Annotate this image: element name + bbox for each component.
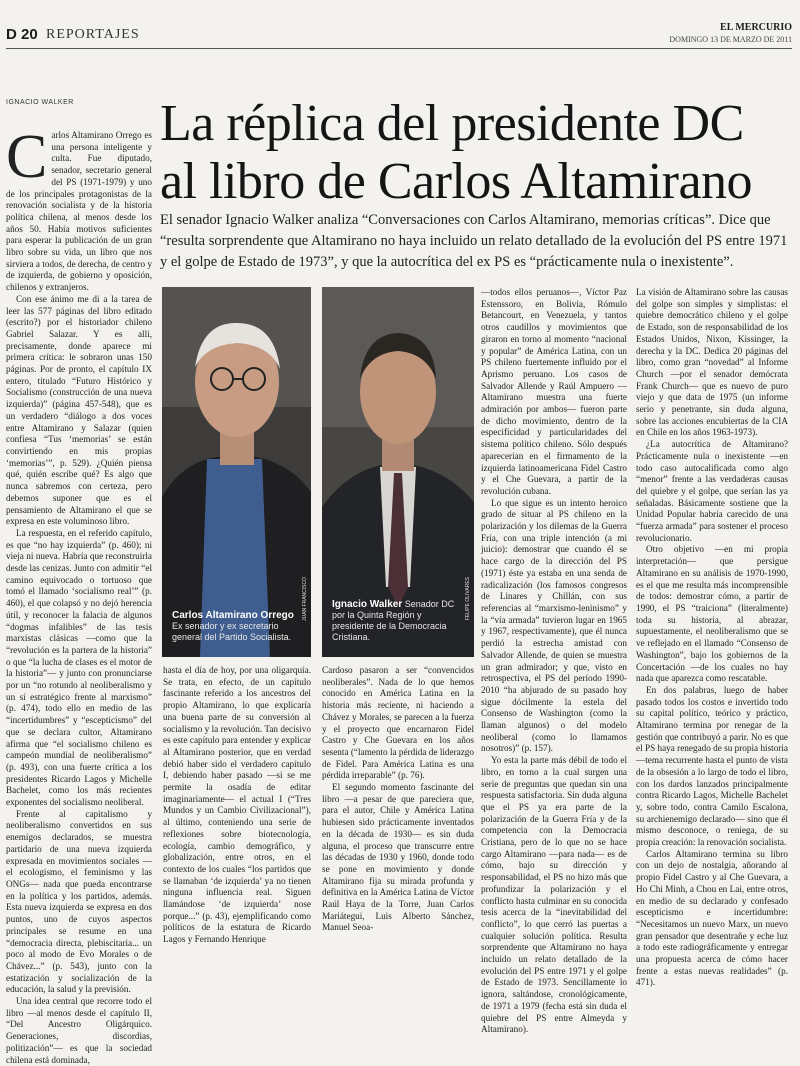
standfirst-text: El senador Ignacio Walker analiza “Conversaciones con Carlos Altamirano, memorias críticas”. Dice que “resulta sorprendente que Altamirano no haya incluido un relato detallado de la evolución del PS entre 1971 y el golpe de Estado de 1973”, y que la autocrítica del ex PS es “prácticamente nula o inexistente”. xyxy=(160,212,788,270)
caption-name: Ignacio Walker xyxy=(332,599,403,610)
author-tag: IGNACIO WALKER xyxy=(6,99,74,106)
headline-line-1: La réplica del presidente DC xyxy=(160,95,744,152)
masthead: EL MERCURIO xyxy=(720,22,792,33)
paragraph: Con ese ánimo me di a la tarea de leer las 577 páginas del libro editado (escrito?) por el historiador chileno Gabriel Salazar. Y es allí, precisamente, donde aparece mi primera crítica: le sobraron unas 150 páginas. Por de pronto, el capítulo IX entero, titulado “Futuro Histórico y Socialismo (construcción de una nueva izquierda)” (página 457-548), que es un verdadero “diálogo a dos voces entre Altamirano y Salazar (quien confiesa “Tus ‘memorias’ se están convirtiendo en mis propias ‘memorias’”, p. 529). ¿Quién piensa qué, quién escribe qué? Es algo que nunca sabremos con certeza, pero debemos suponer que es el pensamiento de Altamirano el que se expresa en este voluminoso libro. xyxy=(6,293,152,527)
article-column-2 xyxy=(163,665,311,945)
paragraph: Frente al capitalismo y neoliberalismo convertidos en sus enemigos declarados, se muestra partidario de una nueva izquierda expresada en movimientos sociales —el ecologismo, el feminismo y las ONGs— nada que pueda encontrarse en la política y los partidos, además. Esta nueva izquierda se expresa en dos puntos, uno de cuyos aspectos principales se resume en una “democracia directa, plebiscitaria... un poco al modo de Evo Morales o de Chávez...” (p. 543), junto con la estatización y socialización de la educación, la salud y la previsión. xyxy=(6,808,152,995)
paragraph: arlos Altamirano Orrego es una persona inteligente y culta. Fue diputado, senador, secretario general del PS (1971-1979) y uno de los principales protagonistas de la renovación socialista y de la historia política chilena, al menos desde los años 50. Había motivos suficientes para esperar la publicación de un gran libro sobre su vida, un libro que nos sirviera a todos, de derecha, de centro y de izquierda, de gobierno y oposición, chilenos y extranjeros. xyxy=(6,130,152,293)
headline-line-2: al libro de Carlos Altamirano xyxy=(160,153,753,210)
paragraph: Lo que sigue es un intento heroico grado de situar al PS chileno en la polarización y los dilemas de la Guerra Fría, con una triple intención (a mi juicio): demostrar que cuando él se hace cargo de la dirección del PS (1971) éste ya estaba en una senda de radicalización (los famosos congresos de Linares y Chillán, con sus referencias al “marxismo-leninismo” y la “vía armada” tuvieron lugar en 1965 y 1967, respectivamente), que él nunca perdió la estrecha amistad con Salvador Allende, de quien se muestra un gran admirador; y que, visto en retrospectiva, el PS del período 1990-2010 “ha abjurado de su pasado hoy sigue dócilmente la estela del Consenso de Washington (como la llaman algunos) o del modelo neoliberal (como lo llamamos nosotros)” (p. 157). xyxy=(481,497,627,754)
paragraph: La respuesta, en el referido capítulo, es que “no hay izquierda” (p. 460); ni vieja ni nueva. Habría que reconstruirla desde las cenizas. Junto con admitir “el camino equivocado o tortuoso que tomó el llamado ‘socialismo real’” (p. 460), el que colapsó y no dejó herencia útil, y reconocer la falacia de algunos “dogmas infalibles” de las tesis marxistas clásicas —como que la “revolución es la partera de la historia” o que “la lucha de clases es el motor de la historia”— y junto con pronunciarse por un “no rotundo al neoliberalismo y un sí estratégico frente al marxismo” (p. 474), todo ello en medio de las “incertidumbres” y “escepticismo” del que se declara cultor, Altamirano afirma que “el socialismo chileno es campeón mundial de neoliberalismo” (p. 493), con una fuerte crítica a los presidentes Ricardo Lagos y Michelle Bachelet, como los más recientes exponentes del socialismo neoliberal. xyxy=(6,527,152,808)
paragraph: La visión de Altamirano sobre las causas del golpe son simples y simplistas: el quiebre democrático chileno y el golpe de Estado, son de responsabilidad de los Estados Unidos, Nixon, Kissinger, la derecha y la DC. Dedica 20 páginas del libro, como gran “novedad” al Informe Church —por el senador demócrata Frank Church— que es nuevo de puro viejo y que data de 1975 (un informe serio y penetrante, sin duda alguna, sobre las acciones encubiertas de la CIA en Chile en los años 1963-1973). xyxy=(636,287,788,438)
caption-name: Carlos Altamirano Orrego xyxy=(172,610,294,621)
article-column-1 xyxy=(6,123,152,1065)
paragraph: Otro objetivo —en mi propia interpretación— que persigue Altamirano en su análisis de 1970-1990, es el que me resulta más incomprensible de todos: demostrar cómo, a partir de 1990, el PS “traiciona” (literalmente) toda su historia, al abrazar, supuestamente, el neoliberalismo que se ve reflejado en el llamado “Consenso de Washington”, bajo los gobiernos de la Concertación —de los cuales no hay nada que aparezca como rescatable. xyxy=(636,544,788,684)
section-name: REPORTAJES xyxy=(46,27,140,42)
standfirst xyxy=(160,210,792,273)
dateline: DOMINGO 13 DE MARZO DE 2011 xyxy=(669,35,792,44)
photo-carlos-altamirano xyxy=(162,287,311,657)
photo-caption xyxy=(172,610,303,643)
portrait-altamirano-illustration xyxy=(162,287,311,657)
article-column-4 xyxy=(481,287,627,1035)
paragraph: Una idea central que recorre todo el libro —al menos desde el capítulo II, “Del Ancestro Oligárquico. Generaciones, discordias, politización”— es que la sociedad chilena está dominada, xyxy=(6,996,152,1065)
paragraph: En dos palabras, luego de haber pasado todos los costos e invertido todo su capital político, teórico y práctico, Altamirano termina por renegar de la gestión que contribuyó a parir. No es que el PS haya renegado de su propia historia —tema recurrente hasta el punto de vista de la obsesión a lo largo de todo el libro, con los dardos lanzados principalmente contra Ricardo Lagos, Michelle Bachelet y, sobre todo, contra Camilo Escalona, su archienemigo declarado— sino que él mismo desconoce, o reniega, de su propia creación: la renovación socialista. xyxy=(636,684,788,848)
article-column-3 xyxy=(322,665,474,933)
photo-ignacio-walker xyxy=(322,287,474,657)
drop-cap: C xyxy=(6,123,48,191)
article-column-5 xyxy=(636,287,788,988)
photo-credit: FELIPE OLIVARES xyxy=(465,577,471,621)
paragraph: Carlos Altamirano termina su libro con un dejo de nostalgia, añorando al propio Fidel Castro y al Che Guevara, a Ho Chi Minh, a Chou en Lai, entre otros, en medio de su declarado y confesado escepticismo e incertidumbre: “Necesitamos un nuevo Marx, un nuevo gran pensador que desentrañe y eche luz a todo este radiográficamente y entregar una propuesta acerca de cómo hacer frente a estas nuevas realidades” (p. 471). xyxy=(636,848,788,988)
page-number: D 20 xyxy=(6,26,38,43)
headline xyxy=(160,95,792,211)
caption-text: Senador DC por la Quinta Región y presidente de la Democracia Cristiana. xyxy=(332,599,455,642)
page-header xyxy=(6,22,792,49)
paragraph: Yo esta la parte más débil de todo el libro, en torno a la cual surgen una serie de preguntas que quedan sin una respuesta satisfactoria. Sin duda alguna que el PS ya era parte de la polarización de la Guerra Fría y de la competencia con la Democracia Cristiana, pero de lo que no se hace cargo Altamirano —para nada— es de cómo, bajo su dirección y responsabilidad, el PS no hizo más que profundizar la polarización y el conflicto hasta culminar en su conocida tesis acerca de la “inevitabilidad del conflicto”, lo que cerró las puertas a cualquier solución política. Resulta sorprendente que Altamirano no haya incluido un relato detallado de la evolución del PS entre 1971 y el golpe de Estado de 1973. Sencillamente lo ignora, saltándose, cronológicamente, de 1971 a 1979 (fecha está sin duda el quiebre del PS entre Almeyda y Altamirano). xyxy=(481,755,627,1035)
paragraph: hasta el día de hoy, por una oligarquía. Se trata, en efecto, de un capítulo fascinante referido a los ancestros del propio Altamirano, lo que explicaría una buena parte de su conversión al socialismo y la revolución. Tan decisivo es este capítulo para entender y explicar al Altamirano posterior, que en verdad debió haber sido el verdadero capítulo I, debiendo haber pasado —si se me permite la osadía de editar imaginariamente— el actual I (“Tres Mundos y un Cambio Civilizacional”), al último, conteniendo una serie de reflexiones sobre biotecnología, ecología, cambio demográfico, y globalización, entre otros, en el contexto de los cuales “los partidos que se llamaban ‘de izquierda’ ya no tienen ninguna influencia real. Siguen llamándose ‘de izquierda’ nose porque...” (p. 43), ejemplificando como políticos de la estatura de Ricardo Lagos y Fernando Henrique xyxy=(163,665,311,945)
caption-text: Ex senador y ex secretario general del Partido Socialista. xyxy=(172,621,292,642)
paragraph: Cardoso pasaron a ser “convencidos neoliberales”. Nada de lo que hemos conocido en América Latina en la historia más reciente, ni haciendo a Chávez y Morales, se parecen a la fuerza y el proyecto que encarnaron Fidel Castro y Che Guevara en los años sesenta (“lamento la pérdida de liderazgo de Fidel. Para América Latina es una pérdida irreparable” (p. 76). xyxy=(322,665,474,781)
paragraph: El segundo momento fascinante del libro —a pesar de que pareciera que, para el autor, Chile y América Latina hubiesen sido prácticamente inventados en la década de 1930— es sin duda alguna, el proceso que transcurre entre las décadas de 1930 y 1960, donde todo se pone en movimiento y donde Altamirano fija su mirada profunda y definitiva en la América Latina de Víctor Raúl Haya de la Torre, Juan Carlos Mariátegui, Luis Alberto Sánchez, Manuel Seoa- xyxy=(322,782,474,933)
photo-credit: JUAN FRANCISCO xyxy=(302,577,308,621)
photo-caption xyxy=(332,599,466,643)
paragraph: ¿La autocrítica de Altamirano? Prácticamente nula o inexistente —en todo caso autocalificada como algo “menor” frente a las verdaderas causas del quiebre y el golpe, que serían las ya señaladas. Básicamente sostiene que la Unidad Popular habría carecido de una “fuerza armada” para sostener el proceso revolucionario. xyxy=(636,439,788,543)
paragraph: —todos ellos peruanos—, Víctor Paz Estenssoro, en Bolivia, Rómulo Betancourt, en Venezuela, y tantos otros caudillos y movimientos que giraron en torno al momento “nacional y popular” de América Latina, con un PS chileno fuertemente influido por el Aprismo peruano. Los casos de Salvador Allende y Raúl Ampuero —Altamirano muestra una fuerte admiración por ambos— fueron parte de dicho movimiento, dentro de la especificidad y particularidades del sistema político chileno. Sólo después aparecerían en el firmamento de la izquierda latinoamericana Fidel Castro y el Che Guevara, a partir de la revolución cubana. xyxy=(481,287,627,496)
